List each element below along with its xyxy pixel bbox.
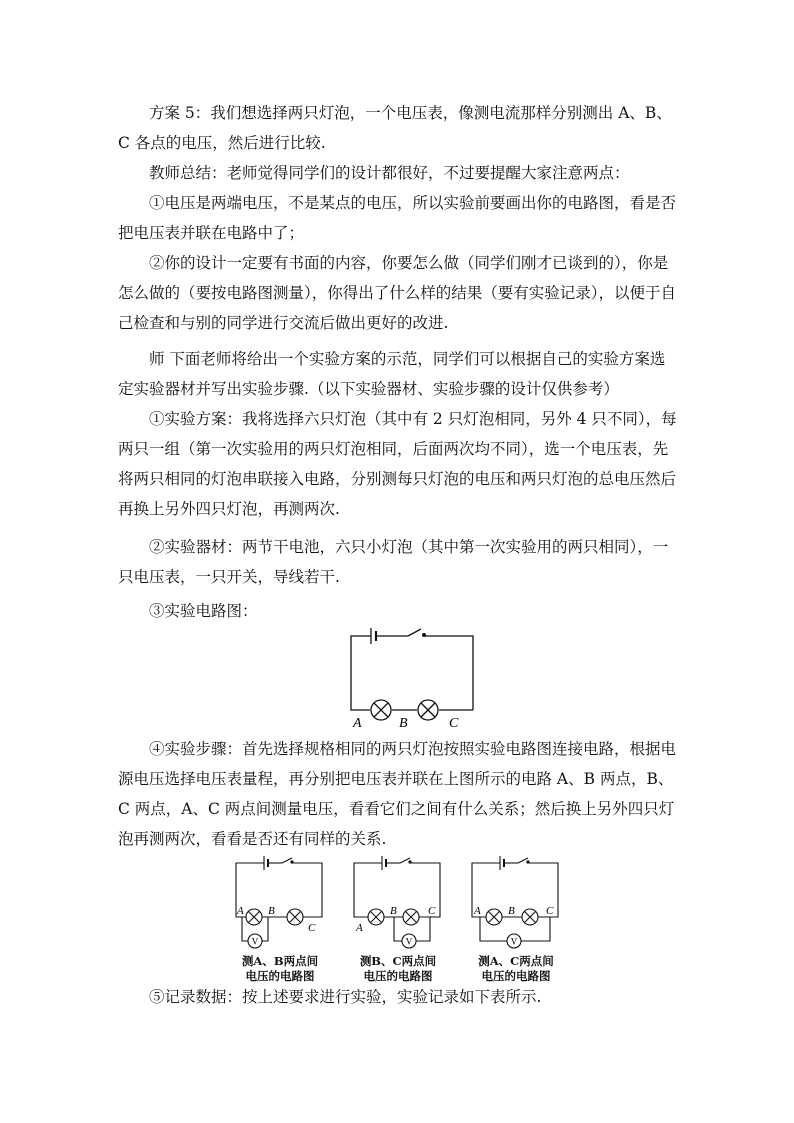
voltmeter-label: V <box>405 936 413 947</box>
caption-line: 测A、C两点间 <box>478 954 554 968</box>
point-a-label: A <box>474 905 481 917</box>
main-circuit-diagram <box>340 625 485 730</box>
paragraph-point-1: ①电压是两端电压，不是某点的电压，所以实验前要画出你的电路图，看是否把电压表并联在电路中了； <box>118 194 677 242</box>
paragraph-circuit-diagram-heading: ③实验电路图： <box>149 602 258 620</box>
point-c-label: C <box>449 716 459 731</box>
caption-line: 测B、C两点间 <box>359 954 437 968</box>
switch-contact <box>422 633 426 637</box>
caption-ac <box>461 954 571 984</box>
point-b-label: B <box>508 905 515 917</box>
switch-blade <box>408 629 421 636</box>
caption-line: 电压的电路图 <box>363 969 433 983</box>
paragraph-experiment-steps: ④实验步骤：首先选择规格相同的两只灯泡按照实验电路图连接电路，根据电源电压选择电压表量程，再分别把电压表并联在上图所示的电路 A、B 两点，B、C 两点，A、C 两点间测量电压，看看它们之间有什么关系；然后换上另外四只灯泡再测两次，看看是否还有同样的关系. <box>118 740 677 848</box>
paragraph-scheme-5: 方案 5：我们想选择两只灯泡，一个电压表，像测电流那样分别测出 A、B、C 各点的电压，然后进行比较. <box>118 104 672 152</box>
paragraph-teacher-demo: 师 下面老师将给出一个实验方案的示范，同学们可以根据自己的实验方案选定实验器材并写出实验步骤.（以下实验器材、实验步骤的设计仅供参考） <box>118 350 666 398</box>
point-b-label: B <box>268 905 275 917</box>
point-b-label: B <box>399 716 408 731</box>
caption-ab <box>225 954 335 984</box>
voltmeter-label: V <box>510 936 518 947</box>
voltmeter-label: V <box>251 936 259 947</box>
paragraph-point-2: ②你的设计一定要有书面的内容，你要怎么做（同学们刚才已谈到的），你是怎么做的（要按电路图测量），你得出了什么样的结果（要有实验记录），以便于自己检查和与别的同学进行交流后做出更好的改进. <box>118 254 677 332</box>
point-c-label: C <box>546 905 554 917</box>
point-a-label: A <box>353 716 362 731</box>
caption-line: 电压的电路图 <box>245 969 315 983</box>
circuit-diagram-ac <box>466 855 566 955</box>
caption-line: 测A、B两点间 <box>241 954 319 968</box>
point-c-label: C <box>308 922 316 934</box>
paragraph-experiment-plan: ①实验方案：我将选择六只灯泡（其中有 2 只灯泡相同，另外 4 只不同），每两只一组（第一次实验用的两只灯泡相同，后面两次均不同），选一个电压表，先将两只相同的灯泡串联接入电路，分别测每只灯泡的电压和两只灯泡的总电压然后再换上另外四只灯泡，再测两次. <box>118 410 677 518</box>
circuit-diagram-bc <box>348 855 448 955</box>
paragraph-equipment: ②实验器材：两节干电池，六只小灯泡（其中第一次实验用的两只相同），一只电压表，一只开关，导线若干. <box>118 538 669 586</box>
circuit-diagram-ab <box>230 855 330 955</box>
point-a-label: A <box>356 922 363 934</box>
caption-line: 电压的电路图 <box>481 969 551 983</box>
point-a-label: A <box>237 905 244 917</box>
paragraph-record-data: ⑤记录数据：按上述要求进行实验，实验记录如下表所示. <box>149 988 542 1006</box>
point-b-label: B <box>390 905 397 917</box>
point-c-label: C <box>428 905 436 917</box>
paragraph-teacher-summary: 教师总结：老师觉得同学们的设计都很好，不过要提醒大家注意两点： <box>149 164 630 182</box>
caption-bc <box>343 954 453 984</box>
circuit-wire <box>351 636 371 710</box>
